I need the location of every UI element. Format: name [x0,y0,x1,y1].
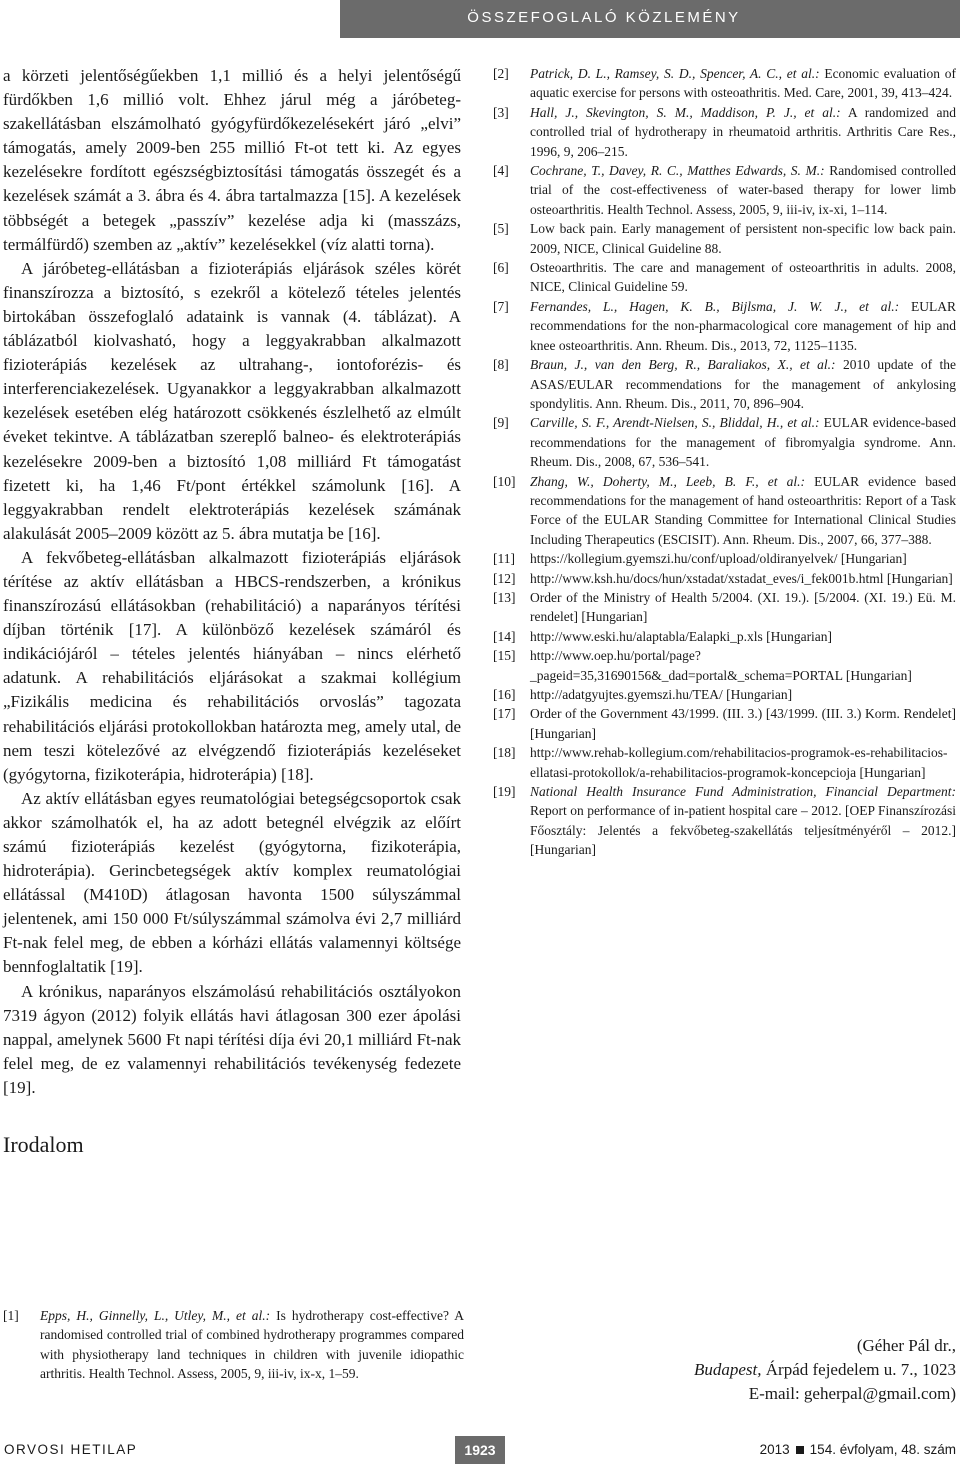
author-street: Árpád fejedelem u. 7., 1023 [761,1360,956,1379]
reference-number: [4] [493,163,509,179]
reference-number: [3] [493,104,509,120]
reference-authors: National Health Insurance Fund Administration, Financial Department: [530,784,956,800]
header-band [0,0,960,38]
reference-number: [5] [493,221,509,237]
reference-text: Is hydrotherapy cost-effective? A randomised controlled trial of combined hydrotherapy programmes compared with physiotherapy land techniques in children with juvenile idiopathic arthritis. Health Technol. Assess, 2005, 9, iii-iv, ix-x, 1–59. [40,1308,464,1382]
reference-authors: Cochrane, T., Davey, R. C., Matthes Edwards, S. M.: [530,163,825,179]
reference-link[interactable]: http://www.oep.hu/portal/page?_pageid=35,31690156&_dad=portal&_schema=PORTAL [Hungarian] [530,648,912,683]
reference-number: [14] [493,628,516,644]
reference-text: Report on performance of in-patient hospital care – 2012. [OEP Finanszírozási Főosztály: Jelentés a fekvőbeteg-szakellátás teljesítményéről – 2012.] [Hungarian] [530,803,956,858]
reference-link[interactable]: http://www.eski.hu/alaptabla/Ealapki_p.xls [Hungarian] [530,628,833,644]
reference-item [493,569,956,588]
reference-link[interactable]: http://adatgyujtes.gyemszi.hu/TEA/ [Hungarian] [530,687,793,702]
reference-number: [10] [493,473,516,489]
reference-item [3,1306,464,1384]
reference-text: A randomized and controlled trial of hydrotherapy in rheumatoid arthritis. Arthritis Care Res., 1996, 9, 206–215. [530,104,956,159]
references-right-column [493,64,956,860]
page-footer [0,1436,960,1464]
body-paragraph: A krónikus, naparányos elszámolású rehabilitációs osztályokon 7319 ágyon (2012) folyik ellátás havi átlagosan 300 ezer ápolási nappal, amelynek 5600 Ft napi térítési díja évi 20,1 milliárd Ft-nak felel meg, de ez valamennyi rehabilitációs tevékenység fedezete [19]. [3,981,461,1097]
reference-text: Randomised controlled trial of the cost-effectiveness of water-based therapy for lower limb osteoarthritis. Health Technol. Assess, 2005, 9, iii-iv, ix-xi, 1–114. [530,163,956,217]
body-paragraph: Az aktív ellátásban egyes reumatológiai betegségcsoportok csak akkor számolhatók el, ha az adott betegnél elvégzik az előírt számú fizioterápiás kezelést (gyógytorna, fizikoterápia, hidroterápia). Gerincbetegségek aktív komplex reumatológiai ellátással (M410D) átlagosan havonta 1500 súlyszámmal jelentenek, ami 150 000 Ft/súlyszámmal számolva évi 2,7 milliárd Ft-nak felel meg, de ebben a kórházi ellátás valamennyi költsége bennfoglaltatik [19]. [3,788,461,977]
reference-link[interactable]: http://www.rehab-kollegium.com/rehabilitacios-programok-es-rehabilitacios-ellatasi-protokollok/a-rehabilitacios-programok-koncepcioja [Hungarian] [530,745,948,780]
reference-item [493,549,956,568]
reference-number: [16] [493,687,516,702]
reference-authors: Braun, J., van den Berg, R., Baraliakos, X., et al.: [530,357,836,373]
reference-authors: Zhang, W., Doherty, M., Leeb, B. F., et al.: [530,473,805,489]
reference-item [493,685,956,704]
reference-number: [19] [493,784,516,800]
reference-item [493,627,956,646]
reference-item [493,297,956,355]
reference-item [493,782,956,860]
reference-text: EULAR recommendations for the non-pharmacological core management of hip and knee osteoarthritis. Ann. Rheum. Dis., 2013, 72, 1125–1135. [530,298,956,353]
reference-number: [11] [493,551,515,567]
issue-volume: 154. évfolyam, 48. szám [809,1442,956,1457]
reference-item [493,161,956,219]
body-paragraph: A fekvőbeteg-ellátásban alkalmazott fizioterápiás eljárások térítése az aktív ellátásban a HBCS-rendszerben, a krónikus finanszírozású ellátásokban (rehabilitáció) a naparányos térítési díjban történik [17]. A különböző kezelések számáról és indikációjáról – tételes jelentés hiányában – nincs elérhető adatunk. A rehabilitációs eljárásokat a szakmai kollégium „Fizikális medicina és rehabilitációs orvoslás” tagozata rehabilitációs eljárási protokollokban határozta meg, amely utal, de nem teszi kötelezővé az elvégzendő fizioterápiás kezeléseket (gyógytorna, fizikoterápia, hidroterápia) [18]. [3,547,461,784]
reference-item [493,64,956,103]
reference-text: Osteoarthritis. The care and management of osteoarthritis in adults. 2008, NICE, Clinical Guideline 59. [530,260,956,295]
issue-info [760,1442,956,1457]
author-city: Budapest, [693,1360,762,1379]
reference-number: [7] [493,298,509,314]
reference-item [493,743,956,782]
reference-link[interactable]: https://kollegium.gyemszi.hu/conf/upload/oldiranyelvek/ [Hungarian] [530,551,907,567]
author-contact [694,1334,956,1406]
reference-number: [9] [493,415,509,431]
reference-item [493,413,956,471]
reference-item [493,646,956,685]
reference-list [493,64,956,860]
references-heading: Irodalom [3,1132,84,1158]
reference-text: Economic evaluation of aquatic exercise for persons with osteoathritis. Med. Care, 2001, 39, 413–424. [530,66,956,101]
reference-authors: Patrick, D. L., Ramsey, S. D., Spencer, A. C., et al.: [530,66,820,81]
reference-text: Order of the Government 43/1999. (III. 3.) [43/1999. (III. 3.) Korm. Rendelet] [Hungarian] [530,706,956,741]
page-number-box [455,1436,505,1464]
reference-number: [18] [493,745,516,761]
reference-authors: Fernandes, L., Hagen, K. B., Bijlsma, J. W. J., et al.: [530,298,900,314]
reference-item [493,355,956,413]
reference-number: [1] [3,1308,19,1323]
issue-year: 2013 [759,1442,790,1457]
reference-number: [6] [493,260,509,276]
reference-number: [17] [493,706,516,722]
reference-authors: Epps, H., Ginnelly, L., Utley, M., et al.: [40,1308,271,1323]
author-email[interactable]: E-mail: geherpal@gmail.com) [748,1384,956,1403]
reference-authors: Hall, J., Skevington, S. M., Maddison, P. J., et al.: [530,104,841,120]
reference-link[interactable]: http://www.ksh.hu/docs/hun/xstadat/xstadat_eves/i_fek001b.html [Hungarian] [530,570,953,586]
reference-text: EULAR evidence based recommendations for the management of hand osteoarthritis: Report of a Task Force of the EULAR Standing Committee for International Clinical Studies Including Therapeutics (ESCISIT). Ann. Rheum. Dis., 2007, 66, 377–388. [530,473,956,547]
section-title: ÖSSZEFOGLALÓ KÖZLEMÉNY [467,9,741,26]
reference-item [493,704,956,743]
journal-name: ORVOSI HETILAP [4,1442,138,1457]
reference-authors: Carville, S. F., Arendt-Nielsen, S., Bliddal, H., et al.: [530,415,820,431]
author-name: (Géher Pál dr., [856,1336,956,1355]
reference-list [3,1306,464,1384]
body-paragraph: a körzeti jelentőségűekben 1,1 millió és a helyi jelentőségű fürdőkben 1,6 millió volt. Ehhez járul még a járóbeteg-szakellátásban elszámolható gyógyfürdőkezelésekért járó „elvi” támogatás, amely 2009-ben 255 millió Ft-ot tett ki. Az egyes kezelésekre fordított egészségbiztosítási támogatás összegét és a kezelések számát a 3. ábra és 4. ábra tartalmazza [15]. A kezelések többségét a betegek „passzív” kezelése adja ki (masszázs, termálfürdő) szemben az „aktív” kezelésekkel (víz alatti torna). [3,66,461,254]
reference-text: 2010 update of the ASAS/EULAR recommendations for the management of ankylosing spondylitis. Ann. Rheum. Dis., 2011, 70, 896–904. [530,357,956,411]
reference-number: [13] [493,589,516,605]
reference-item [493,472,956,550]
reference-text: EULAR evidence-based recommendations for the management of fibromyalgia syndrome. Ann. Rheum. Dis., 2008, 67, 536–541. [530,415,956,470]
reference-item [493,219,956,258]
square-bullet-icon [796,1446,804,1454]
page-number: 1923 [464,1442,496,1458]
reference-item [493,103,956,161]
header-band-light [0,0,340,38]
reference-text: Low back pain. Early management of persistent non-specific low back pain. 2009, NICE, Clinical Guideline 88. [530,221,956,256]
main-text-column [3,64,461,1158]
author-address [694,1358,956,1382]
body-paragraph: A járóbeteg-ellátásban a fizioterápiás eljárások széles körét finanszírozza a biztosító, s ezekről a kötelező tételes jelentés birtokában összefoglaló adataink is vannak (4. táblázat). A táblázatból kiolvasható, hogy a leggyakrabban alkalmazott fizioterápiás kezelések az ultrahang-, iontoforézis- és interferenciakezelések. Ugyanakkor a leggyakrabban alkalmazott kezelések esetében elég határozott csökkenés észlelhető az elmúlt éveket tekintve. A táblázatban szereplő balneo- és elektroterápiás kezelésekre 2009-ben a biztosító 1,08 milliárd Ft támogatást fizetett ki, ha 1,46 Ft/pont értékkel számolunk [16]. A leggyakrabban rendelt elektroterápiás kezelések számának alakulását 2005–2009 között az 5. ábra mutatja be [16]. [3,258,461,543]
reference-number: [12] [493,570,516,586]
reference-number: [15] [493,648,516,664]
reference-text: Order of the Ministry of Health 5/2004. (XI. 19.). [5/2004. (XI. 19.) Eü. M. rendelet] [Hungarian] [530,589,956,625]
reference-number: [8] [493,357,509,373]
references-left-column [3,1306,464,1384]
reference-item [493,258,956,297]
reference-item [493,588,956,627]
reference-number: [2] [493,66,509,81]
